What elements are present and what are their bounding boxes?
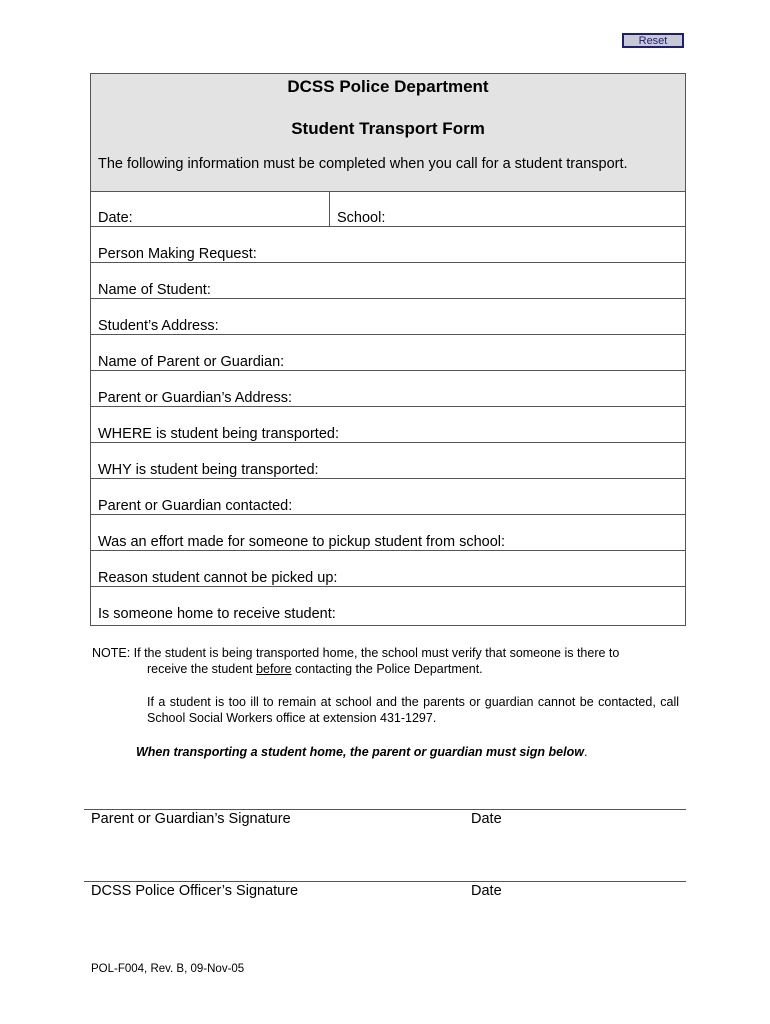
parent-contacted-field[interactable]: Parent or Guardian contacted: [98,498,293,514]
form-header [91,74,685,192]
cell-divider [329,191,330,227]
why-transported-field[interactable]: WHY is student being transported: [98,462,319,478]
form-title: Student Transport Form [291,119,485,138]
where-transported-field[interactable]: WHERE is student being transported: [98,426,339,442]
students-address-field[interactable]: Student’s Address: [98,318,219,334]
form-revision-footer: POL-F004, Rev. B, 09-Nov-05 [91,963,245,975]
department-title: DCSS Police Department [287,77,489,96]
note-paragraph-2: If a student is too ill to remain at school and the parents or guardian cannot be contacted, call School Social Workers office at extension 431-1297. [147,695,679,725]
name-of-student-field[interactable]: Name of Student: [98,282,211,298]
parent-signature-label: Parent or Guardian’s Signature [91,811,291,827]
row-name-of-student [91,263,685,299]
note-line-2-pre: receive the student [147,662,257,676]
row-students-address [91,299,685,335]
officer-signature-label: DCSS Police Officer’s Signature [91,883,299,899]
reason-no-pickup-field[interactable]: Reason student cannot be picked up: [98,570,338,586]
row-date-school [91,191,685,227]
note-line-1: NOTE: If the student is being transported home, the school must verify that someone is there to [92,646,620,660]
transport-form [90,73,686,626]
row-why-transported [91,443,685,479]
note-before-underlined: before [256,662,292,676]
row-parent-contacted [91,479,685,515]
reset-button-label: Reset [638,34,668,47]
row-person-making-request [91,227,685,263]
row-someone-home [91,587,685,623]
officer-date-label: Date [471,883,502,899]
row-where-transported [91,407,685,443]
date-field[interactable]: Date: [98,210,133,226]
row-reason-no-pickup [91,551,685,587]
note-line-2-post: contacting the Police Department. [291,662,483,676]
parent-date-label: Date [471,811,502,827]
name-of-parent-field[interactable]: Name of Parent or Guardian: [98,354,285,370]
signature-instruction-period: . [583,745,588,759]
officer-signature-line[interactable] [84,881,686,882]
row-parent-address [91,371,685,407]
note-line-2 [147,661,679,677]
someone-home-field[interactable]: Is someone home to receive student: [98,606,336,622]
school-field[interactable]: School: [337,210,386,226]
signature-instruction [136,745,587,759]
effort-pickup-field[interactable]: Was an effort made for someone to pickup student from school: [98,534,506,550]
reset-button[interactable] [622,33,684,48]
person-making-request-field[interactable]: Person Making Request: [98,246,257,262]
row-name-of-parent [91,335,685,371]
parent-address-field[interactable]: Parent or Guardian’s Address: [98,390,292,406]
parent-signature-line[interactable] [84,809,686,810]
signature-instruction-text: When transporting a student home, the parent or guardian must sign below [136,745,584,759]
row-effort-pickup [91,515,685,551]
form-intro: The following information must be completed when you call for a student transport. [98,156,628,172]
